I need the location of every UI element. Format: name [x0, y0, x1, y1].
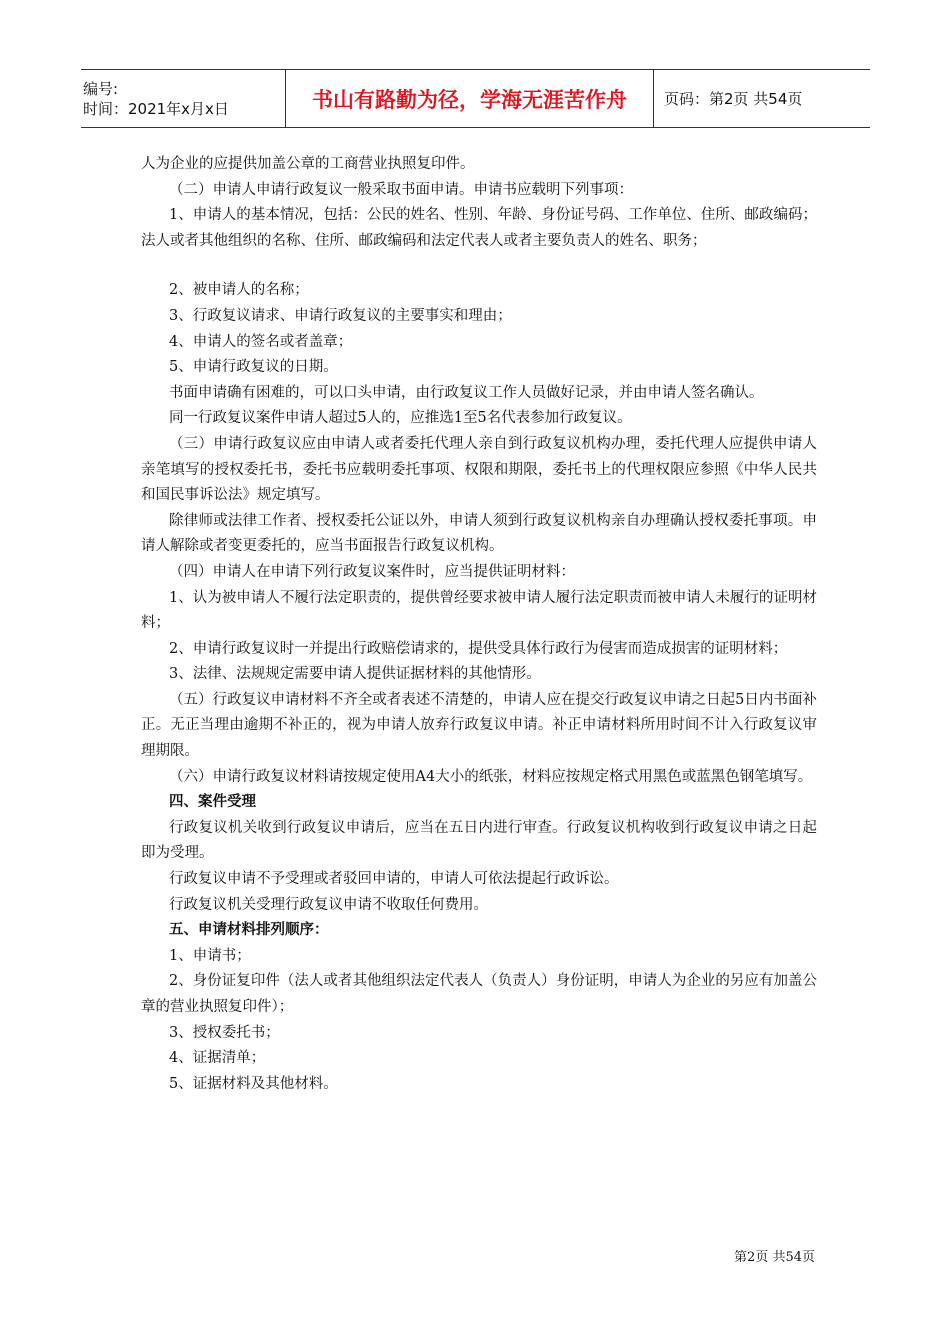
header-page-indicator: 页码：第2页 共54页 — [664, 90, 803, 108]
header-motto: 书山有路勤为径，学海无涯苦作舟 — [285, 70, 654, 127]
body-paragraph: 同一行政复议案件申请人超过5人的，应推选1至5名代表参加行政复议。 — [169, 410, 632, 427]
body-paragraph: （五）行政复议申请材料不齐全或者表述不清楚的，申请人应在提交行政复议申请之日起5日内书面补正。无正当理由逾期不补正的，视为申请人放弃行政复议申请。补正申请材料所用时间不计入行政复议审理期限。 — [141, 691, 817, 760]
body-paragraph: 行政复议机关受理行政复议申请不收取任何费用。 — [169, 896, 488, 913]
body-paragraph: 2、被申请人的名称； — [169, 282, 309, 299]
body-paragraph: 行政复议机关收到行政复议申请后，应当在五日内进行审查。行政复议机构收到行政复议申请之日起即为受理。 — [141, 819, 817, 862]
document-body — [141, 152, 817, 1097]
body-paragraph: 1、申请书； — [169, 947, 251, 964]
body-paragraph: 3、授权委托书； — [169, 1024, 280, 1041]
body-paragraph: 人为企业的应提供加盖公章的工商营业执照复印件。 — [141, 156, 475, 172]
body-paragraph: （六）申请行政复议材料请按规定使用A4大小的纸张，材料应按规定格式用黑色或蓝黑色钢笔填写。 — [169, 768, 813, 785]
section-heading: 四、案件受理 — [169, 794, 256, 811]
header-meta — [81, 70, 285, 127]
body-paragraph: 4、申请人的签名或者盖章； — [169, 333, 353, 350]
page-footer: 第2页 共54页 — [734, 1250, 815, 1265]
page-header — [81, 69, 870, 128]
document-number-label: 编号: — [83, 79, 119, 98]
document-date-label: 时间：2021年x月x日 — [83, 99, 229, 118]
body-paragraph: 1、申请人的基本情况，包括：公民的姓名、性别、年龄、身份证号码、工作单位、住所、邮政编码；法人或者其他组织的名称、住所、邮政编码和法定代表人或者主要负责人的姓名、职务； — [141, 207, 817, 249]
body-paragraph: 2、身份证复印件（法人或者其他组织法定代表人（负责人）身份证明，申请人为企业的另应有加盖公章的营业执照复印件）； — [141, 973, 817, 1015]
body-paragraph: 2、申请行政复议时一并提出行政赔偿请求的，提供受具体行政行为侵害而造成损害的证明材料； — [169, 640, 788, 657]
body-paragraph: 1、认为被申请人不履行法定职责的，提供曾经要求被申请人履行法定职责而被申请人未履行的证明材料； — [141, 589, 817, 632]
body-paragraph: 除律师或法律工作者、授权委托公证以外，申请人须到行政复议机构亲自办理确认授权委托事项。申请人解除或者变更委托的，应当书面报告行政复议机构。 — [141, 512, 817, 555]
body-paragraph: 3、行政复议请求、申请行政复议的主要事实和理由； — [169, 307, 512, 324]
body-paragraph: 5、证据材料及其他材料。 — [169, 1075, 338, 1092]
body-paragraph: 3、法律、法规规定需要申请人提供证据材料的其他情形。 — [169, 666, 541, 683]
body-paragraph: 5、申请行政复议的日期。 — [169, 359, 338, 376]
body-paragraph: 书面申请确有困难的，可以口头申请，由行政复议工作人员做好记录，并由申请人签名确认。 — [169, 384, 764, 401]
section-heading: 五、申请材料排列顺序： — [169, 922, 329, 939]
body-paragraph: 4、证据清单； — [169, 1050, 266, 1067]
body-paragraph: （二）申请人申请行政复议一般采取书面申请。申请书应载明下列事项： — [169, 181, 633, 198]
body-paragraph: 行政复议申请不予受理或者驳回申请的，申请人可依法提起行政诉讼。 — [169, 871, 619, 888]
body-paragraph: （三）申请行政复议应由申请人或者委托代理人亲自到行政复议机构办理，委托代理人应提供申请人亲笔填写的授权委托书，委托书应载明委托事项、权限和期限，委托书上的代理权限应参照《中华人民共和国民事诉讼法》规定填写。 — [141, 435, 817, 504]
body-paragraph: （四）申请人在申请下列行政复议案件时，应当提供证明材料： — [169, 563, 575, 580]
